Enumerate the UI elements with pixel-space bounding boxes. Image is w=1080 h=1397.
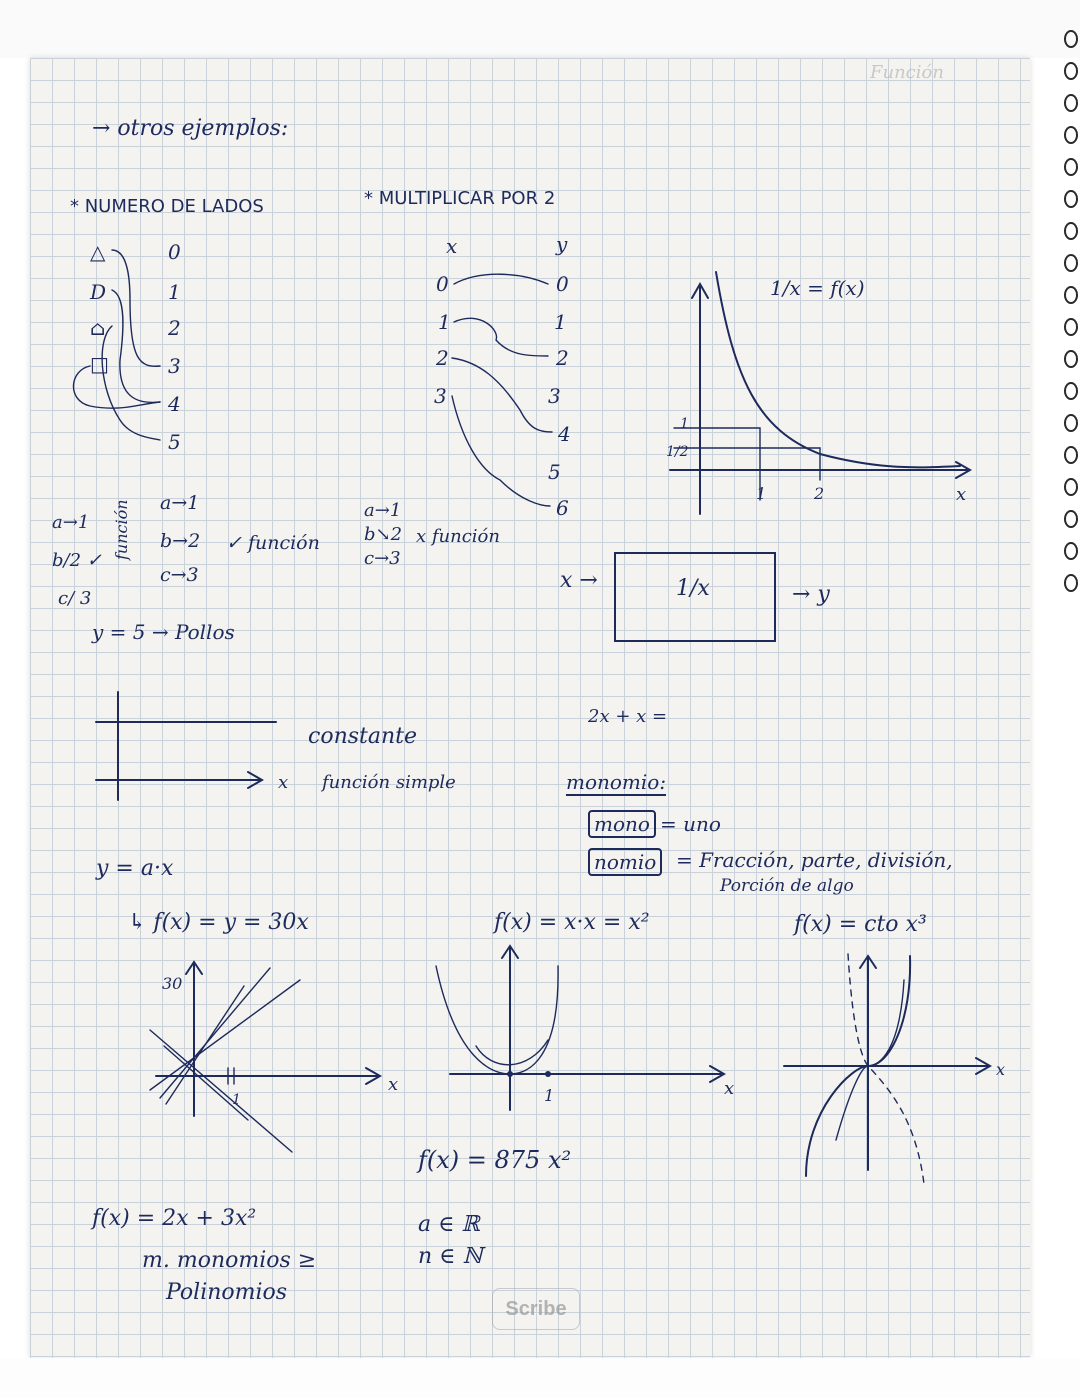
polynomial-line-2: Polinomios [166,1280,288,1305]
section-heading: → otros ejemplos: [92,116,289,141]
sides-value: 0 [168,240,181,264]
polynomial-line-1: m. monomios ≥ [142,1248,317,1273]
col-b: b/2 ✓ [52,550,102,571]
cubic-axis: x [996,1060,1006,1079]
multiply-title: * MULTIPLICAR POR 2 [364,188,556,209]
multiply-y-value: 2 [556,346,569,370]
polynomial-formula: f(x) = 2x + 3x² [92,1206,257,1231]
pollos-note: y = 5 → Pollos [92,620,235,644]
sides-mapping-c: c→3 [160,564,199,586]
multiply-m3: c→3 [364,548,401,569]
col-c: c/ 3 [58,588,92,609]
multiply-note: x función [416,526,500,547]
quadratic-formula: f(x) = x·x = x² [494,910,650,935]
constant-axis: x [278,772,289,793]
col-vertical: función [112,499,131,560]
linear-tick-1: 1 [232,1092,241,1108]
quadratic-example: f(x) = 875 x² [418,1146,572,1174]
sides-value: 4 [168,392,181,416]
multiply-m2: b↘2 [364,524,403,545]
multiply-x-value: 0 [436,272,449,296]
sides-value: 2 [168,316,181,340]
quadratic-axis: x [724,1078,735,1099]
multiply-y-value: 4 [558,422,571,446]
multiply-x-value: 1 [438,310,451,334]
nomio-definition-2: Porción de algo [720,876,854,896]
sides-value: 5 [168,430,181,454]
reciprocal-x-axis-label: x [956,484,967,505]
sum-expression: 2x + x = [588,706,668,727]
sides-mapping-a: a→1 [160,492,200,514]
multiply-y-value: 5 [548,460,561,484]
shape-house: ⌂ [90,316,106,340]
reciprocal-label: 1/x = f(x) [770,276,865,300]
sides-mapping-b: b→2 [160,530,201,552]
multiply-m1: a→1 [364,500,402,521]
linear-instance: ↳ f(x) = y = 30x [128,910,309,935]
reciprocal-y-tick-half: 1/2 [666,444,689,460]
monomio-word: monomio: [566,770,667,794]
col-a: a→1 [52,512,90,533]
sides-value: 1 [168,280,181,304]
shape-square: □ [90,352,109,376]
multiply-x-value: 3 [434,384,447,408]
machine-input: x → [560,568,598,593]
mono-definition: = uno [660,812,721,836]
multiply-y-value: 3 [548,384,561,408]
multiply-y-value: 1 [554,310,567,334]
mono-word: mono [588,810,656,838]
reciprocal-x-tick-2: 2 [814,484,825,503]
scribe-watermark: Scribe [492,1288,580,1330]
nomio-definition: = Fracción, parte, división, [676,848,953,872]
multiply-y-value: 0 [556,272,569,296]
multiply-x-header: x [446,234,458,258]
sides-mapping-note: ✓ función [226,532,320,554]
ghost-title: Función [870,62,944,83]
linear-axis: x [388,1074,399,1095]
sides-title: * NUMERO DE LADOS [70,196,264,217]
multiply-y-value: 6 [556,496,569,520]
quadratic-tick-1: 1 [544,1086,555,1105]
linear-tick-30: 30 [162,974,183,993]
shape-triangle: △ [90,240,106,264]
machine-output: → y [792,582,830,607]
n-in-naturals: n ∈ ℕ [418,1244,483,1269]
shape-d: D [90,280,107,304]
cubic-formula: f(x) = cto x³ [794,912,927,937]
linear-formula: y = a·x [96,856,174,881]
sides-value: 3 [168,354,181,378]
machine-body: 1/x [676,576,710,601]
constant-label: constante [308,724,418,749]
reciprocal-y-tick-1: 1 [680,416,689,432]
reciprocal-x-tick-1: 1 [756,484,767,503]
multiply-y-header: y [556,232,568,256]
a-in-reals: a ∈ ℝ [418,1212,480,1237]
simple-function: función simple [322,772,456,793]
multiply-x-value: 2 [436,346,449,370]
nomio-word: nomio [588,848,662,876]
